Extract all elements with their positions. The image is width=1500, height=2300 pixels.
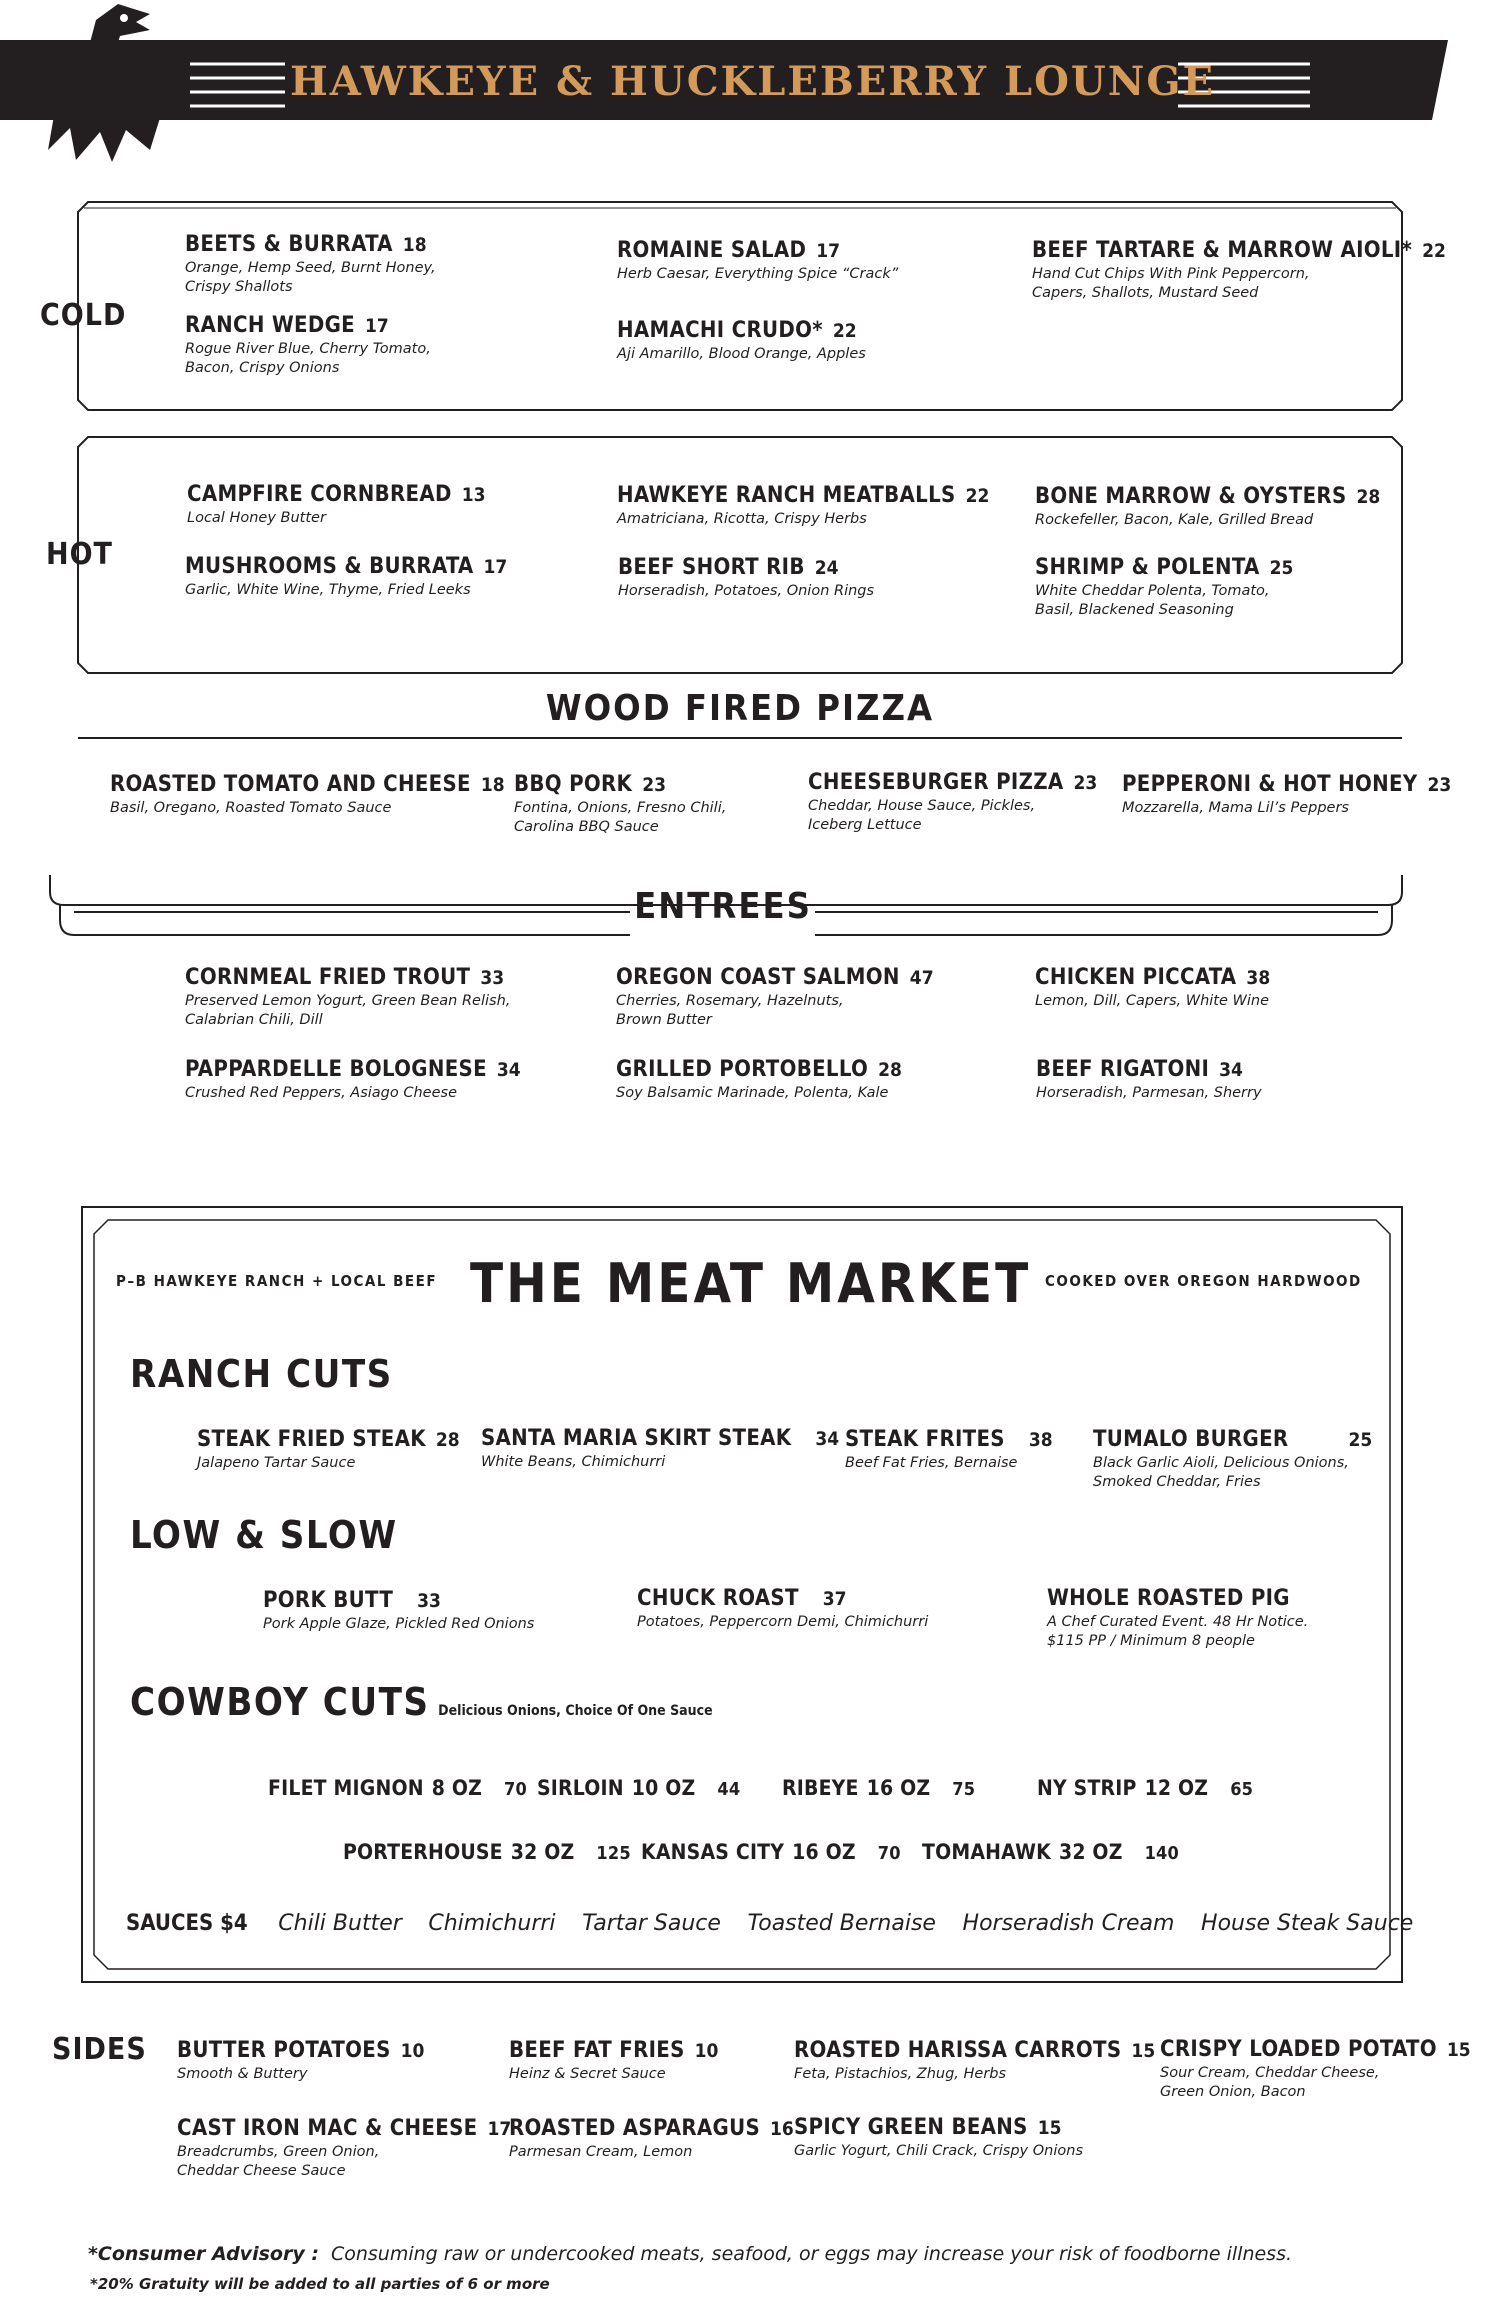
item-description: Hand Cut Chips With Pink Peppercorn, Capers, Shallots, Mustard Seed: [1032, 266, 1310, 301]
section-heading-entrees: ENTREES: [634, 886, 812, 927]
item-price: 22: [1422, 240, 1446, 262]
item-name: CORNMEAL FRIED TROUT: [185, 965, 471, 990]
item-description: Rogue River Blue, Cherry Tomato, Bacon, Crispy Onions: [185, 341, 431, 376]
sauce-item: Chimichurri: [428, 1911, 556, 1936]
item-price: 33: [417, 1590, 441, 1612]
item-description: Amatriciana, Ricotta, Crispy Herbs: [617, 511, 867, 527]
item-price: 15: [1131, 2040, 1156, 2062]
item-price: 22: [965, 485, 990, 507]
item-description: Mozzarella, Mama Lil’s Peppers: [1122, 800, 1349, 816]
cowboy-cut: [537, 1776, 740, 1800]
menu-item: [197, 1427, 460, 1473]
menu-item: [185, 554, 507, 600]
cowboy-cuts-label: COWBOY CUTS: [130, 1680, 430, 1724]
meat-market-title: THE MEAT MARKET: [470, 1252, 1032, 1315]
item-name: BUTTER POTATOES: [177, 2038, 391, 2063]
menu-item: [185, 1057, 521, 1103]
item-price: 13: [461, 484, 486, 506]
venue-title: HAWKEYE & HUCKLEBERRY LOUNGE: [290, 58, 1216, 105]
menu-item: [185, 232, 436, 297]
cut-name: FILET MIGNON: [268, 1776, 424, 1800]
item-name: BEETS & BURRATA: [185, 232, 393, 257]
cut-size: 32 OZ: [510, 1840, 575, 1864]
item-name: HAMACHI CRUDO*: [617, 318, 823, 343]
sauces-label: SAUCES $4: [126, 1911, 248, 1936]
cowboy-cut: [268, 1776, 527, 1800]
item-price: 22: [832, 320, 857, 342]
menu-item: [1032, 238, 1446, 303]
item-price: 23: [1427, 774, 1452, 796]
item-price: 10: [694, 2040, 719, 2062]
item-description: Heinz & Secret Sauce: [509, 2066, 666, 2082]
menu-item: [1160, 2037, 1471, 2102]
item-description: Basil, Oregano, Roasted Tomato Sauce: [110, 800, 392, 816]
item-description: A Chef Curated Event. 48 Hr Notice. $115 PP / Minimum 8 people: [1047, 1614, 1309, 1649]
cut-size: 8 OZ: [431, 1776, 483, 1800]
menu-item: [1035, 555, 1293, 620]
cut-name: NY STRIP: [1037, 1776, 1137, 1800]
item-name: STEAK FRIED STEAK: [197, 1427, 426, 1452]
item-name: ROASTED TOMATO AND CHEESE: [110, 772, 471, 797]
item-name: BEEF TARTARE & MARROW AIOLI*: [1032, 238, 1413, 263]
item-price: 38: [1246, 967, 1271, 989]
item-name: CHICKEN PICCATA: [1035, 965, 1237, 990]
cut-price: 70: [504, 1779, 527, 1800]
menu-item: [185, 313, 431, 378]
cut-price: 125: [596, 1843, 631, 1864]
item-name: SANTA MARIA SKIRT STEAK: [481, 1426, 792, 1451]
menu-item: [1035, 965, 1270, 1011]
item-description: Orange, Hemp Seed, Burnt Honey, Crispy Shallots: [185, 260, 436, 295]
cut-name: KANSAS CITY: [641, 1840, 785, 1864]
item-description: Garlic Yogurt, Chili Crack, Crispy Onions: [794, 2143, 1083, 2159]
cut-size: 10 OZ: [631, 1776, 696, 1800]
menu-item: [617, 318, 866, 364]
menu-item: [263, 1588, 534, 1634]
item-name: ROASTED HARISSA CARROTS: [794, 2038, 1122, 2063]
item-name: SHRIMP & POLENTA: [1035, 555, 1260, 580]
item-description: Feta, Pistachios, Zhug, Herbs: [794, 2066, 1007, 2082]
cut-price: 44: [717, 1779, 741, 1800]
item-name: CHUCK ROAST: [637, 1586, 799, 1611]
menu-item: [187, 482, 486, 528]
item-price: 15: [1446, 2039, 1471, 2061]
item-description: Cherries, Rosemary, Hazelnuts, Brown Butter: [616, 993, 844, 1028]
cowboy-cut: [922, 1840, 1179, 1864]
cowboy-cut: [641, 1840, 901, 1864]
item-description: Black Garlic Aioli, Delicious Onions, Smoked Cheddar, Fries: [1093, 1455, 1349, 1490]
item-name: BEEF FAT FRIES: [509, 2038, 685, 2063]
item-name: MUSHROOMS & BURRATA: [185, 554, 474, 579]
item-description: Breadcrumbs, Green Onion, Cheddar Cheese Sauce: [177, 2144, 380, 2179]
sauce-item: Tartar Sauce: [582, 1911, 721, 1936]
item-price: 37: [822, 1588, 847, 1610]
item-price: 18: [480, 774, 505, 796]
item-price: 38: [1028, 1429, 1053, 1451]
sauces-row: [126, 1911, 1413, 1936]
item-price: 34: [1219, 1059, 1243, 1081]
menu-item: [808, 770, 1097, 835]
menu-item: [794, 2115, 1083, 2161]
section-heading-pizza: WOOD FIRED PIZZA: [545, 688, 935, 729]
cut-name: RIBEYE: [782, 1776, 859, 1800]
item-description: Sour Cream, Cheddar Cheese, Green Onion, Bacon: [1160, 2065, 1380, 2100]
menu-item: [616, 1057, 902, 1103]
sauce-item: House Steak Sauce: [1201, 1911, 1414, 1936]
item-description: Parmesan Cream, Lemon: [509, 2144, 693, 2160]
item-name: PAPPARDELLE BOLOGNESE: [185, 1057, 487, 1082]
menu-item: [637, 1586, 928, 1632]
item-price: 34: [496, 1059, 521, 1081]
item-name: ROMAINE SALAD: [617, 238, 807, 263]
section-label-cold: COLD: [40, 298, 127, 333]
cut-price: 140: [1144, 1843, 1179, 1864]
item-name: OREGON COAST SALMON: [616, 965, 900, 990]
menu-item: [616, 965, 934, 1030]
meat-market-left-note: P–B HAWKEYE RANCH + LOCAL BEEF: [116, 1272, 438, 1290]
item-price: 24: [814, 557, 839, 579]
item-price: 23: [1073, 772, 1098, 794]
item-name: CAST IRON MAC & CHEESE: [177, 2116, 478, 2141]
item-price: 28: [435, 1429, 460, 1451]
item-description: Herb Caesar, Everything Spice “Crack”: [617, 266, 899, 282]
menu-item: [481, 1426, 839, 1472]
low-slow-label: LOW & SLOW: [130, 1513, 398, 1557]
advisory-label: *Consumer Advisory :: [88, 2243, 319, 2265]
item-description: White Beans, Chimichurri: [481, 1454, 666, 1470]
item-name: BEEF SHORT RIB: [618, 555, 805, 580]
section-label-hot: HOT: [46, 537, 113, 572]
menu-item: [514, 772, 726, 837]
sauce-item: Toasted Bernaise: [747, 1911, 936, 1936]
item-price: 33: [480, 967, 505, 989]
menu-item: [617, 238, 898, 284]
cut-size: 16 OZ: [866, 1776, 931, 1800]
menu-item: [509, 2038, 718, 2084]
menu-item: [1093, 1427, 1372, 1492]
item-description: Pork Apple Glaze, Pickled Red Onions: [263, 1616, 535, 1632]
menu-item: [1035, 484, 1380, 530]
item-description: White Cheddar Polenta, Tomato, Basil, Blackened Seasoning: [1035, 583, 1270, 618]
meat-market-right-note: COOKED OVER OREGON HARDWOOD: [1045, 1272, 1362, 1290]
cowboy-cuts-note: Delicious Onions, Choice Of One Sauce: [438, 1703, 713, 1719]
item-price: 28: [878, 1059, 902, 1081]
item-name: CAMPFIRE CORNBREAD: [187, 482, 452, 507]
item-price: 25: [1269, 557, 1294, 579]
sauce-item: Chili Butter: [278, 1911, 402, 1936]
item-name: BEEF RIGATONI: [1036, 1057, 1210, 1082]
item-description: Fontina, Onions, Fresno Chili, Carolina BBQ Sauce: [514, 800, 727, 835]
item-price: 28: [1356, 486, 1381, 508]
item-description: Horseradish, Potatoes, Onion Rings: [618, 583, 875, 599]
section-label-sides: SIDES: [52, 2032, 147, 2067]
item-price: 17: [487, 2118, 512, 2140]
menu-item: [618, 555, 874, 601]
menu-item: [1047, 1586, 1308, 1651]
menu-item: [617, 483, 989, 529]
item-description: Rockefeller, Bacon, Kale, Grilled Bread: [1035, 512, 1314, 528]
menu-item: [110, 772, 505, 818]
item-price: 17: [364, 315, 389, 337]
cut-price: 65: [1230, 1779, 1254, 1800]
item-name: ROASTED ASPARAGUS: [509, 2116, 760, 2141]
item-name: PORK BUTT: [263, 1588, 394, 1613]
cut-name: TOMAHAWK: [922, 1840, 1051, 1864]
item-description: Garlic, White Wine, Thyme, Fried Leeks: [185, 582, 471, 598]
item-name: HAWKEYE RANCH MEATBALLS: [617, 483, 956, 508]
cut-name: SIRLOIN: [537, 1776, 624, 1800]
item-price: 16: [770, 2118, 794, 2140]
item-description: Smooth & Buttery: [177, 2066, 308, 2082]
menu-item: [177, 2038, 424, 2084]
item-price: 25: [1348, 1429, 1373, 1451]
item-description: Beef Fat Fries, Bernaise: [845, 1455, 1018, 1471]
cut-price: 70: [877, 1843, 901, 1864]
consumer-advisory: [88, 2243, 1292, 2265]
menu-item: [509, 2116, 794, 2162]
item-description: Local Honey Butter: [187, 510, 326, 526]
item-price: 15: [1037, 2117, 1062, 2139]
item-description: Cheddar, House Sauce, Pickles, Iceberg Lettuce: [808, 798, 1036, 833]
cowboy-cut: [782, 1776, 975, 1800]
item-name: SPICY GREEN BEANS: [794, 2115, 1028, 2140]
item-description: Horseradish, Parmesan, Sherry: [1036, 1085, 1262, 1101]
item-name: BONE MARROW & OYSTERS: [1035, 484, 1347, 509]
item-name: PEPPERONI & HOT HONEY: [1122, 772, 1418, 797]
item-name: GRILLED PORTOBELLO: [616, 1057, 869, 1082]
sauce-item: Horseradish Cream: [962, 1911, 1175, 1936]
item-price: 17: [483, 556, 508, 578]
menu-item: [1036, 1057, 1262, 1103]
item-price: 47: [909, 967, 934, 989]
item-description: Jalapeno Tartar Sauce: [197, 1455, 356, 1471]
item-price: 10: [400, 2040, 425, 2062]
item-price: 23: [642, 774, 666, 796]
cut-size: 16 OZ: [792, 1840, 856, 1864]
cut-size: 12 OZ: [1144, 1776, 1209, 1800]
item-name: RANCH WEDGE: [185, 313, 355, 338]
cut-name: PORTERHOUSE: [343, 1840, 503, 1864]
menu-item: [177, 2116, 511, 2181]
item-name: WHOLE ROASTED PIG: [1047, 1586, 1290, 1611]
item-price: 17: [816, 240, 841, 262]
item-name: CHEESEBURGER PIZZA: [808, 770, 1064, 795]
item-name: TUMALO BURGER: [1093, 1427, 1289, 1452]
gratuity-note: *20% Gratuity will be added to all parties of 6 or more: [90, 2275, 550, 2293]
cut-size: 32 OZ: [1058, 1840, 1123, 1864]
item-description: Lemon, Dill, Capers, White Wine: [1035, 993, 1269, 1009]
advisory-text: Consuming raw or undercooked meats, seafood, or eggs may increase your risk of foodborne illness.: [330, 2243, 1293, 2265]
item-price: 34: [815, 1428, 840, 1450]
menu-item: [794, 2038, 1155, 2084]
item-description: Potatoes, Peppercorn Demi, Chimichurri: [637, 1614, 929, 1630]
cowboy-cut: [343, 1840, 631, 1864]
ranch-cuts-label: RANCH CUTS: [130, 1352, 393, 1396]
item-description: Preserved Lemon Yogurt, Green Bean Relish, Calabrian Chili, Dill: [185, 993, 511, 1028]
item-name: CRISPY LOADED POTATO: [1160, 2037, 1437, 2062]
item-name: STEAK FRITES: [845, 1427, 1005, 1452]
menu-item: [1122, 772, 1451, 818]
item-description: Crushed Red Peppers, Asiago Cheese: [185, 1085, 457, 1101]
item-description: Aji Amarillo, Blood Orange, Apples: [617, 346, 866, 362]
cut-price: 75: [952, 1779, 976, 1800]
cowboy-cut: [1037, 1776, 1253, 1800]
item-name: BBQ PORK: [514, 772, 633, 797]
item-price: 18: [402, 234, 427, 256]
menu-item: [845, 1427, 1053, 1473]
cowboy-cuts-heading: [130, 1680, 713, 1724]
item-description: Soy Balsamic Marinade, Polenta, Kale: [616, 1085, 889, 1101]
menu-item: [185, 965, 510, 1030]
